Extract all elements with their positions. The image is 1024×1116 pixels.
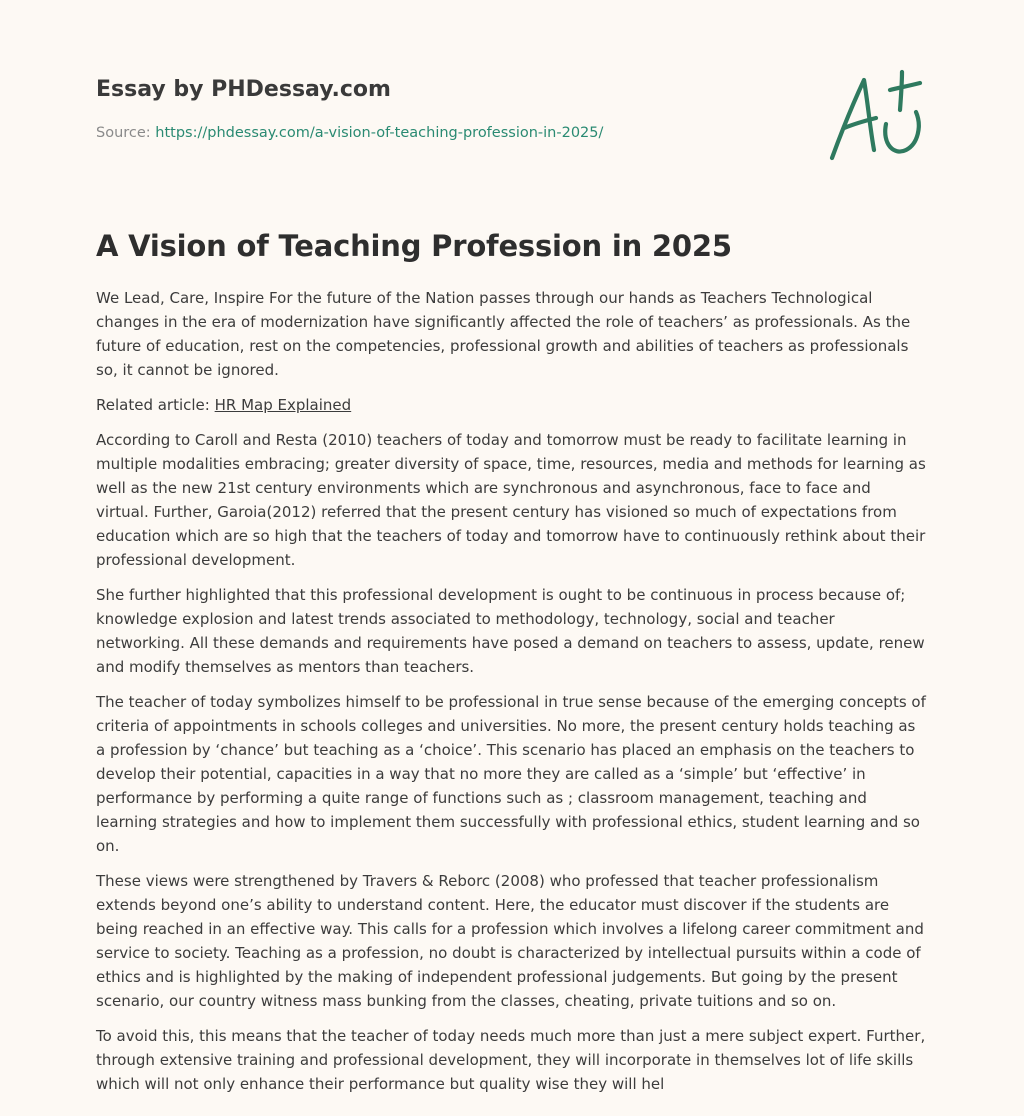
paragraph: To avoid this, this means that the teacher of today needs much more than just a mere subject expert. Further, through extensive training and professional development, they will incorporate in themselves lot of life skills which will not only enhance their performance but quality wise they will hel bbox=[96, 1027, 926, 1093]
source-line bbox=[96, 123, 603, 143]
source-label: Source: bbox=[96, 125, 151, 141]
paragraph-intro: We Lead, Care, Inspire For the future of the Nation passes through our hands as Teachers Technological changes in the era of modernization have significantly affected the role of teachers’ as professionals. As the future of education, rest on the competencies, professional growth and abilities of teachers as professionals so, it cannot be ignored. bbox=[96, 289, 911, 379]
related-article-label: Related article: bbox=[96, 396, 210, 414]
source-link[interactable]: https://phdessay.com/a-vision-of-teaching-profession-in-2025/ bbox=[155, 125, 604, 141]
paragraph: According to Caroll and Resta (2010) teachers of today and tomorrow must be ready to facilitate learning in multiple modalities embracing; greater diversity of space, time, resources, media and methods for learning as well as the new 21st century environments which are synchronous and asynchronous, face to face and virtual. Further, Garoia(2012) referred that the present century has visioned so much of expectations from education which are so high that the teachers of today and tomorrow have to continuously rethink about their professional development. bbox=[96, 431, 926, 569]
page-header bbox=[96, 0, 928, 218]
essay-body bbox=[96, 286, 928, 1096]
paragraph: These views were strengthened by Travers & Reborc (2008) who professed that teacher professionalism extends beyond one’s ability to understand content. Here, the educator must discover if the students are being reached in an effective way. This calls for a profession which involves a lifelong career commitment and service to society. Teaching as a profession, no doubt is characterized by intellectual pursuits within a code of ethics and is highlighted by the making of independent professional judgements. But going by the present scenario, our country witness mass bunking from the classes, cheating, private tuitions and so on. bbox=[96, 872, 924, 1010]
related-article bbox=[96, 393, 928, 417]
site-title: Essay by PHDessay.com bbox=[96, 77, 391, 102]
a-plus-logo-icon bbox=[824, 66, 930, 166]
paragraph: The teacher of today symbolizes himself to be professional in true sense because of the emerging concepts of criteria of appointments in schools colleges and universities. No more, the present century holds teaching as a profession by ‘chance’ but teaching as a ‘choice’. This scenario has placed an emphasis on the teachers to develop their potential, capacities in a way that no more they are called as a ‘simple’ but ‘effective’ in performance by performing a quite range of functions such as ; classroom management, teaching and learning strategies and how to implement them successfully with professional ethics, student learning and so on. bbox=[96, 693, 926, 855]
paragraph: She further highlighted that this professional development is ought to be continuous in process because of; knowledge explosion and latest trends associated to methodology, technology, social and teacher networking. All these demands and requirements have posed a demand on teachers to assess, update, renew and modify themselves as mentors than teachers. bbox=[96, 586, 925, 676]
related-article-link[interactable]: HR Map Explained bbox=[214, 396, 352, 414]
essay-title: A Vision of Teaching Profession in 2025 bbox=[96, 229, 732, 263]
